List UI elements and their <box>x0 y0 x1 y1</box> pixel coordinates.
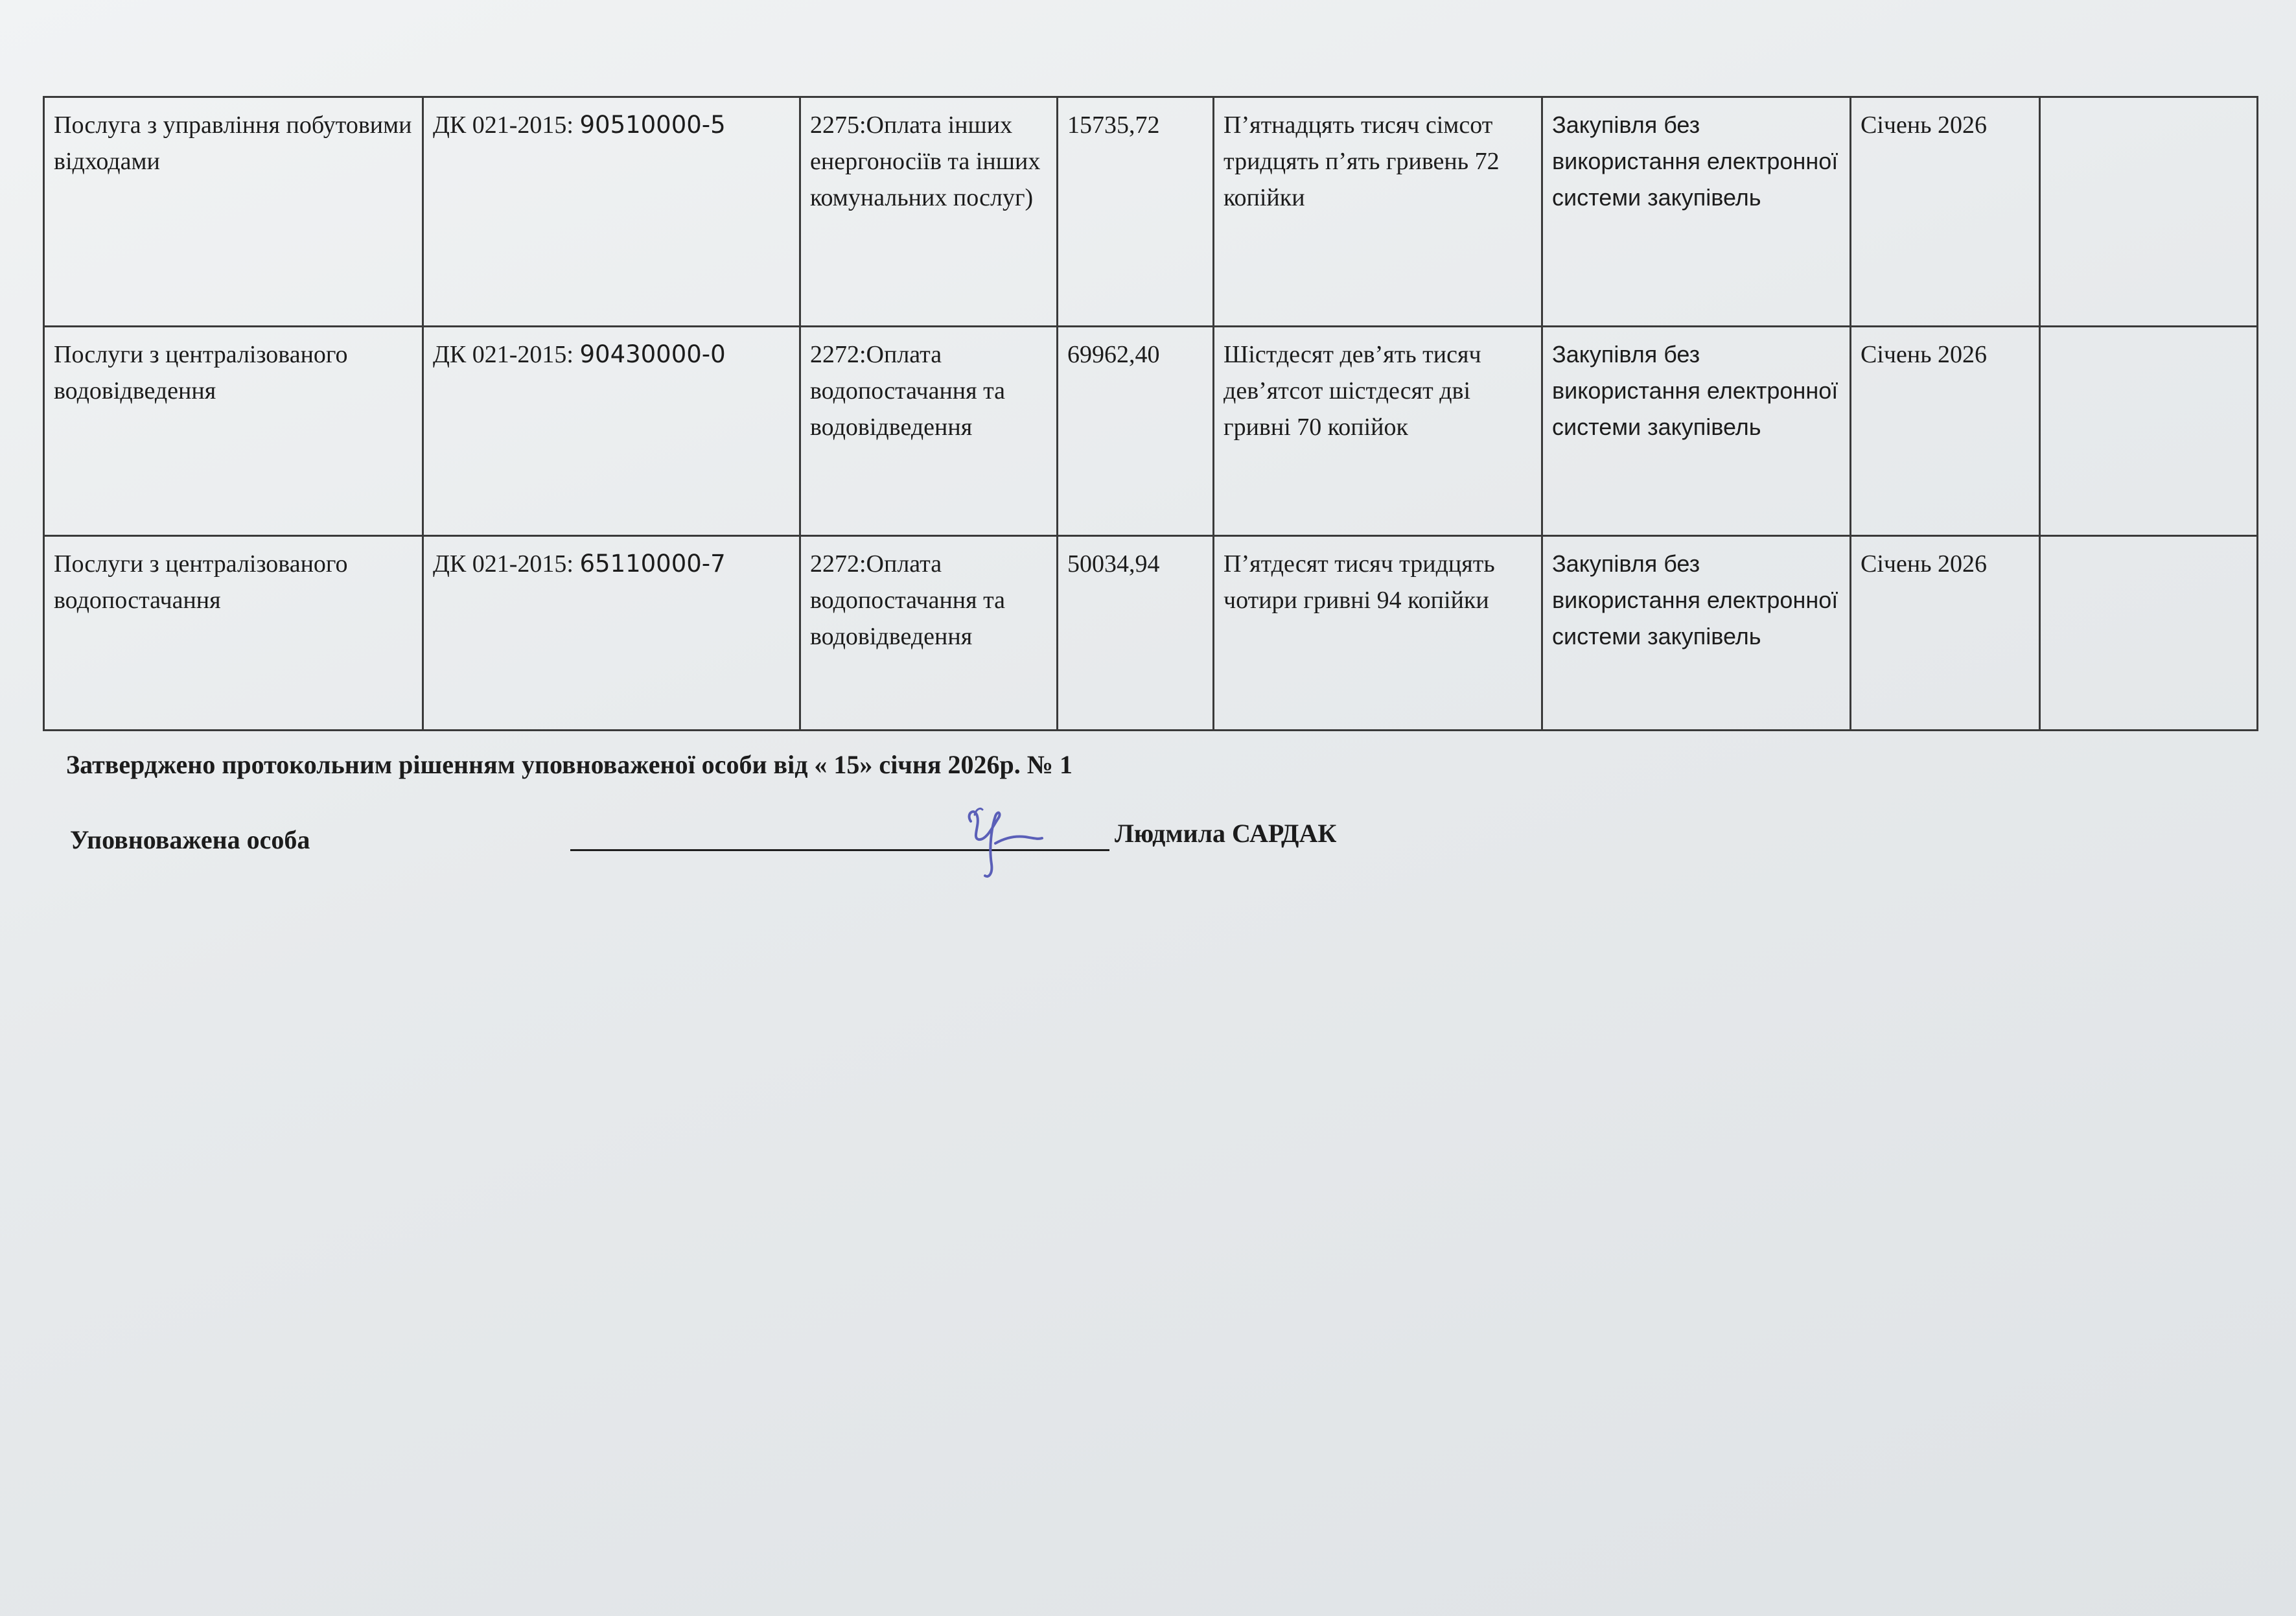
amount-cell: 69962,40 <box>1058 327 1214 536</box>
cpv-code-prefix: ДК 021-2015: <box>433 550 580 578</box>
procedure-cell: Закупівля без використання електронної системи закупівель <box>1542 97 1851 327</box>
cpv-code-number: 90430000-0 <box>579 340 726 368</box>
amount-words-cell: Шістдесят дев’ять тисяч дев’ятсот шістдесят дві гривні 70 копійок <box>1214 327 1542 536</box>
kekv-cell: 2272:Оплата водопостачання та водовідведення <box>800 327 1058 536</box>
note-cell <box>2040 97 2258 327</box>
cpv-code-cell <box>423 536 800 731</box>
procedure-cell: Закупівля без використання електронної системи закупівель <box>1542 327 1851 536</box>
amount-cell: 15735,72 <box>1058 97 1214 327</box>
table-row <box>44 327 2258 536</box>
cpv-code-number: 90510000-5 <box>579 111 726 139</box>
period-cell: Січень 2026 <box>1851 536 2040 731</box>
amount-words-cell: П’ятнадцять тисяч сімсот тридцять п’ять гривень 72 копійки <box>1214 97 1542 327</box>
cpv-code-cell <box>423 97 800 327</box>
amount-words-cell: П’ятдесят тисяч тридцять чотири гривні 94 копійки <box>1214 536 1542 731</box>
service-name-cell: Послуги з централізованого водовідведення <box>44 327 423 536</box>
authorized-person-label: Уповноважена особа <box>70 825 310 854</box>
table-row <box>44 97 2258 327</box>
procurement-table <box>43 96 2258 731</box>
kekv-cell: 2275:Оплата інших енергоносіїв та інших комунальних послуг) <box>800 97 1058 327</box>
note-cell <box>2040 327 2258 536</box>
note-cell <box>2040 536 2258 731</box>
cpv-code-cell <box>423 327 800 536</box>
period-cell: Січень 2026 <box>1851 327 2040 536</box>
signer-name: Людмила САРДАК <box>1115 819 1337 848</box>
service-name-cell: Послуга з управління побутовими відходами <box>44 97 423 327</box>
kekv-cell: 2272:Оплата водопостачання та водовідведення <box>800 536 1058 731</box>
approval-statement: Затверджено протокольним рішенням уповноваженої особи від « 15» січня 2026р. № 1 <box>66 750 1073 779</box>
period-cell: Січень 2026 <box>1851 97 2040 327</box>
cpv-code-prefix: ДК 021-2015: <box>433 111 580 139</box>
cpv-code-prefix: ДК 021-2015: <box>433 341 580 368</box>
amount-cell: 50034,94 <box>1058 536 1214 731</box>
procedure-cell: Закупівля без використання електронної системи закупівель <box>1542 536 1851 731</box>
service-name-cell: Послуги з централізованого водопостачання <box>44 536 423 731</box>
table-row <box>44 536 2258 731</box>
handwritten-signature <box>953 788 1050 885</box>
cpv-code-number: 65110000-7 <box>579 550 726 578</box>
